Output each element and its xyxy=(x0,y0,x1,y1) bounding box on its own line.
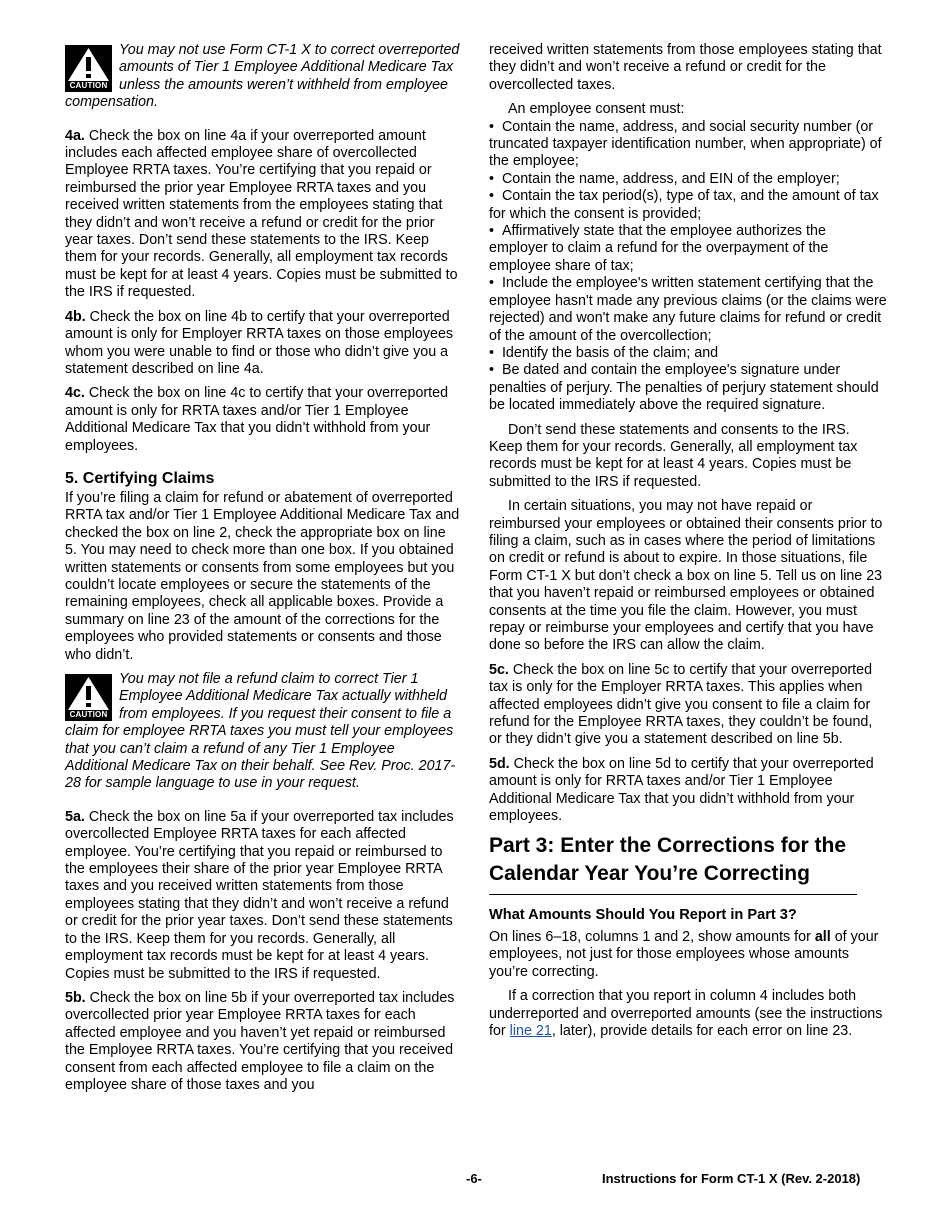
text-fragment: , later), provide details for each error on line 23. xyxy=(551,1022,853,1039)
bullet-icon: • xyxy=(489,170,502,187)
line-ref-4a: 4a. xyxy=(65,127,85,144)
consent-bullet-list xyxy=(489,119,887,415)
consent-bullet xyxy=(489,345,887,362)
caution-note-1 xyxy=(65,42,460,112)
consent-bullet xyxy=(489,362,887,414)
paragraph-5c-text: Check the box on line 5c to certify that your overreported tax is only for the Employer RRTA taxes. This applies when affected employees didn’t give you consent to file a claim for refund for the Employee RRTA taxes, they couldn’t be found, or they didn’t give you a statement described on line 5b. xyxy=(489,661,873,748)
caution-icon xyxy=(65,45,112,92)
paragraph-5b-text: Check the box on line 5b if your overreported tax includes overcollected prior year Employee RRTA taxes for each affected employee and you haven’t yet repaid or reimbursed the Employee RRTA taxes. You’re certifying that you received consent from each affected employee to file a claim on the employee share of those taxes and you xyxy=(65,989,455,1093)
paragraph-4c xyxy=(65,385,460,455)
part3-heading: Part 3: Enter the Corrections for the Calendar Year You’re Correcting xyxy=(489,834,847,886)
consent-intro: An employee consent must: xyxy=(508,101,685,118)
warning-triangle-icon xyxy=(65,674,112,712)
line-ref-4c: 4c. xyxy=(65,385,85,402)
consent-bullet xyxy=(489,275,887,345)
page-number: -6- xyxy=(466,1171,482,1186)
bullet-icon: • xyxy=(489,362,502,379)
consent-bullet xyxy=(489,188,887,223)
paragraph-5c xyxy=(489,662,887,749)
paragraph-5d-text: Check the box on line 5d to certify that your overreported amount is only for RRTA taxes and/or Tier 1 Employee Additional Medicare Tax that you didn’t withhold from your employees. xyxy=(489,755,874,825)
bullet-text: Identify the basis of the claim; and xyxy=(501,344,719,361)
heading-divider xyxy=(489,894,857,895)
caution-label: CAUTION xyxy=(69,81,108,90)
paragraph-4b-text: Check the box on line 4b to certify that your overreported amount is only for Employer RRTA taxes on those employees whom you were unable to find or those who didn’t give you a statement described on line 4a. xyxy=(65,308,454,377)
line-ref-5d: 5d. xyxy=(489,755,510,772)
text-fragment: of your employees, not just for those employees whose amounts you’re correcting. xyxy=(489,928,879,980)
paragraph-5d xyxy=(489,756,887,826)
paragraph-5b xyxy=(65,990,460,1094)
bullet-icon: • xyxy=(489,344,502,361)
form-reference: Instructions for Form CT-1 X (Rev. 2-2018) xyxy=(602,1171,861,1186)
consent-bullet xyxy=(489,119,887,171)
bullet-text: Contain the name, address, and social security number (or truncated taxpayer identification number, when appropriate) of the employee; xyxy=(489,118,882,170)
part3-subheading: What Amounts Should You Report in Part 3? xyxy=(489,907,797,924)
bullet-text: Include the employee's written statement certifying that the employee hasn't made any previous claims (or the claims were rejected) and won't make any future claims for refund or credit of the amount of the overcollection; xyxy=(489,275,887,344)
text-fragment: If a correction that you report in column 4 includes both underreported and overreported amounts (see the instructions for xyxy=(489,988,883,1039)
text-fragment: On lines 6–18, columns 1 and 2, show amounts for xyxy=(489,928,815,945)
paragraph-dont-send: Don’t send these statements and consents to the IRS. Keep them for your records. Generally, all employment tax records must be kept for at least 4 years. Copies must be submitted to the IRS if requested. xyxy=(489,421,858,490)
line-ref-4b: 4b. xyxy=(65,308,86,325)
bullet-text: Contain the name, address, and EIN of the employer; xyxy=(501,170,840,187)
paragraph-5b-continued: received written statements from those employees stating that they didn’t and won’t receive a refund or credit for the overcollected taxes. xyxy=(489,42,882,93)
bullet-icon: • xyxy=(489,188,502,205)
line-21-link[interactable]: line 21 xyxy=(509,1022,552,1039)
warning-triangle-icon xyxy=(65,45,112,83)
paragraph-4b xyxy=(65,309,460,379)
paragraph-lines-6-18 xyxy=(489,929,887,981)
line-ref-5c: 5c. xyxy=(489,661,509,678)
line-ref-5a: 5a. xyxy=(65,808,85,825)
paragraph-5a-text: Check the box on line 5a if your overreported tax includes overcollected Employee RRTA taxes for each affected employee. You’re certifying that you repaid or reimbursed to the employees their share of the prior year Employee RRTA taxes and you received written statements from those employees stating that they didn’t and won’t receive a refund or credit for the prior year taxes. Don’t send these statements to the IRS. Keep them for you records. Generally, all employment tax records must be kept for at least 4 years. Copies must be submitted to the IRS if requested. xyxy=(65,808,454,982)
paragraph-4a-text: Check the box on line 4a if your overreported amount includes each affected employee share of overcollected Employee RRTA taxes. You’re certifying that you repaid or reimbursed the prior year Employee RRTA taxes and you received written statements from the employees stating that they didn’t and won’t receive a refund or credit for the prior year taxes. Don’t send these statements to the IRS. Keep them for your records. Generally, all employment tax records must be kept for at least 4 years. Copies must be submitted to the IRS if requested. xyxy=(65,127,458,301)
bullet-icon: • xyxy=(489,275,502,292)
caution-note-2 xyxy=(65,671,460,793)
bullet-icon: • xyxy=(489,223,502,240)
paragraph-correction-details xyxy=(489,988,887,1040)
consent-bullet xyxy=(489,223,887,275)
paragraph-certifying-claims: If you’re filing a claim for refund or abatement of overreported RRTA tax and/or Tier 1 Employee Additional Medicare Tax and checked the box on line 2, check the appropriate box on line 5. You may need to check more than one box. If you obtained written statements or consents from some employees but you couldn’t locate employees or secure the statements of the remaining employees, check all applicable boxes. Provide a summary on line 23 of the amount of the corrections for the employees who provided statements or consents and those who didn’t. xyxy=(65,489,460,663)
paragraph-certain-situations: In certain situations, you may not have repaid or reimbursed your employees or obtained their consents prior to filing a claim, such as in cases where the period of limitations on credit or refund is about to expire. In those situations, file Form CT-1 X but don’t check a box on line 5. Tell us on line 23 that you haven’t repaid or reimbursed employees or obtained consents at the time you file the claim. However, you must repay or reimburse your employees and certify that you have done so before the IRS can allow the claim. xyxy=(489,498,883,654)
caution-label: CAUTION xyxy=(69,710,108,719)
paragraph-4a xyxy=(65,128,460,302)
paragraph-4c-text: Check the box on line 4c to certify that your overreported amount is only for RRTA taxes and/or Tier 1 Employee Additional Medicare Tax that you didn’t withhold from your employees. xyxy=(65,385,449,454)
paragraph-5a xyxy=(65,809,460,983)
bullet-text: Contain the tax period(s), type of tax, and the amount of tax for which the consent is provided; xyxy=(489,188,879,222)
line-ref-5b: 5b. xyxy=(65,989,86,1006)
caution-text: You may not use Form CT-1 X to correct overreported amounts of Tier 1 Employee Additional Medicare Tax unless the amounts weren’t withheld from employee compensation. xyxy=(65,42,460,111)
caution-icon xyxy=(65,674,112,721)
emphasis-all: all xyxy=(814,928,831,945)
section-heading-certifying-claims: 5. Certifying Claims xyxy=(65,469,215,487)
bullet-text: Be dated and contain the employee's signature under penalties of perjury. The penalties of perjury statement should be located immediately above the required signature. xyxy=(489,362,879,414)
bullet-text: Affirmatively state that the employee authorizes the employer to claim a refund for the overpayment of the employee share of tax; xyxy=(489,223,829,274)
left-column xyxy=(65,42,460,1101)
bullet-icon: • xyxy=(489,118,502,135)
right-column xyxy=(489,42,887,1047)
caution-text: You may not file a refund claim to correct Tier 1 Employee Additional Medicare Tax actually withheld from employees. If you request their consent to file a claim for employee RRTA taxes you must tell your employees that you can’t claim a refund of any Tier 1 Employee Additional Medicare Tax on their behalf. See Rev. Proc. 2017-28 for sample language to use in your request. xyxy=(65,671,456,792)
consent-bullet xyxy=(489,171,887,188)
